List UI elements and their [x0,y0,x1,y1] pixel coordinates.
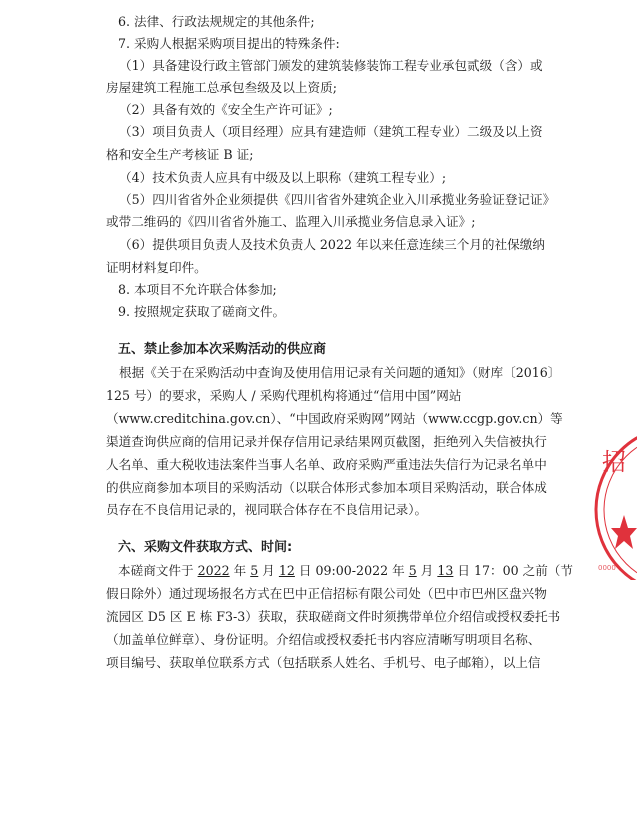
text-segment: 日 17：00 之前（节 [453,563,573,578]
text-segment: 项目编号、获取单位联系方式（包括联系人姓名、手机号、电子邮箱），以上信 [106,655,541,670]
text-segment: 5 [250,563,259,578]
text-segment: 本磋商文件于 [118,563,198,578]
text-segment: 125 号）的要求，采购人 / 采购代理机构将通过“信用中国”网站 [106,388,462,403]
text-line [106,655,637,671]
text-line [106,632,637,648]
text-segment: （1）具备建设行政主管部门颁发的建筑装修装饰工程专业承包贰级（含）或 [119,58,543,73]
text-line [106,214,637,230]
text-line [119,124,637,140]
text-segment: 证明材料复印件。 [106,260,207,275]
text-line [118,282,637,298]
section-heading [118,342,637,358]
text-segment: 8. 本项目不允许联合体参加; [118,282,277,297]
text-line [119,170,637,186]
text-segment: 人名单、重大税收违法案件当事人名单、政府采购严重违法失信行为记录名单中 [106,457,547,472]
text-segment: 6. 法律、行政法规规定的其他条件; [118,14,315,29]
text-line [118,36,637,52]
svg-text:0000: 0000 [598,564,616,572]
text-segment: 假日除外）通过现场报名方式在巴中正信招标有限公司处（巴中市巴州区盘兴物 [106,586,547,601]
text-segment: 员存在不良信用记录的，视同联合体存在不良信用记录）。 [106,502,428,517]
text-line [106,434,637,450]
text-line [106,480,637,496]
text-segment: 五、禁止参加本次采购活动的供应商 [118,342,327,357]
text-line [106,80,637,96]
text-line [119,365,637,381]
text-segment: 根据《关于在采购活动中查询及使用信用记录有关问题的通知》（财库〔2016〕 [119,365,561,380]
text-segment: 房屋建筑工程施工总承包叁级及以上资质; [106,80,337,95]
text-line [106,457,637,473]
text-segment: （5）四川省省外企业须提供《四川省省外建筑企业入川承揽业务验证登记证》 [119,192,556,207]
text-line [106,260,637,276]
text-segment: 13 [437,563,454,578]
text-segment: 渠道查询供应商的信用记录并保存信用记录结果网页截图，拒绝列入失信被执行 [106,434,547,449]
section-heading [118,540,637,556]
text-line [106,388,637,404]
text-segment: 2022 [197,563,230,578]
text-segment: （3）项目负责人（项目经理）应具有建造师（建筑工程专业）二级及以上资 [119,124,543,139]
seal-stamp-fragment [588,430,637,580]
text-segment: 月 [416,563,438,578]
text-line [106,586,637,602]
text-line [118,563,637,579]
text-segment: （4）技术负责人应具有中级及以上职称（建筑工程专业）; [119,170,447,185]
text-line [119,192,637,208]
text-segment: 或带二维码的《四川省省外施工、监理入川承揽业务信息录入证》; [106,214,476,229]
text-segment: （2）具备有效的《安全生产许可证》; [119,102,333,117]
text-segment: （6）提供项目负责人及技术负责人 2022 年以来任意连续三个月的社保缴纳 [119,237,545,252]
text-segment: 12 [278,563,295,578]
text-segment: 年 [229,563,251,578]
text-segment: 9. 按照规定获取了磋商文件。 [118,304,286,319]
text-line [118,14,637,30]
text-segment: 流园区 D5 区 E 栋 F3-3）获取，获取磋商文件时须携带单位介绍信或授权委托书 [106,609,561,624]
text-segment: 日 09:00-2022 年 [294,563,409,578]
text-line [106,502,637,518]
text-segment: 月 [258,563,279,578]
text-line [119,58,637,74]
seal-star-icon [611,515,637,549]
text-segment: 格和安全生产考核证 B 证; [106,147,254,162]
text-segment: 7. 采购人根据采购项目提出的特殊条件: [118,36,340,51]
text-line [119,237,637,253]
seal-text: 招 [602,448,626,476]
text-line [106,147,637,163]
text-segment: 的供应商参加本项目的采购活动（以联合体形式参加本项目采购活动，联合体成 [106,480,547,495]
text-segment: （加盖单位鲜章）、身份证明。介绍信或授权委托书内容应清晰写明项目名称、 [106,632,541,647]
text-segment: （www.creditchina.gov.cn）、“中国政府采购网”网站（www.ccgp.gov.cn）等 [106,411,563,426]
text-line [106,411,637,427]
text-line [118,304,637,320]
text-line [106,609,637,625]
text-segment: 5 [408,563,417,578]
text-line [119,102,637,118]
text-segment: 六、采购文件获取方式、时间: [118,540,293,555]
